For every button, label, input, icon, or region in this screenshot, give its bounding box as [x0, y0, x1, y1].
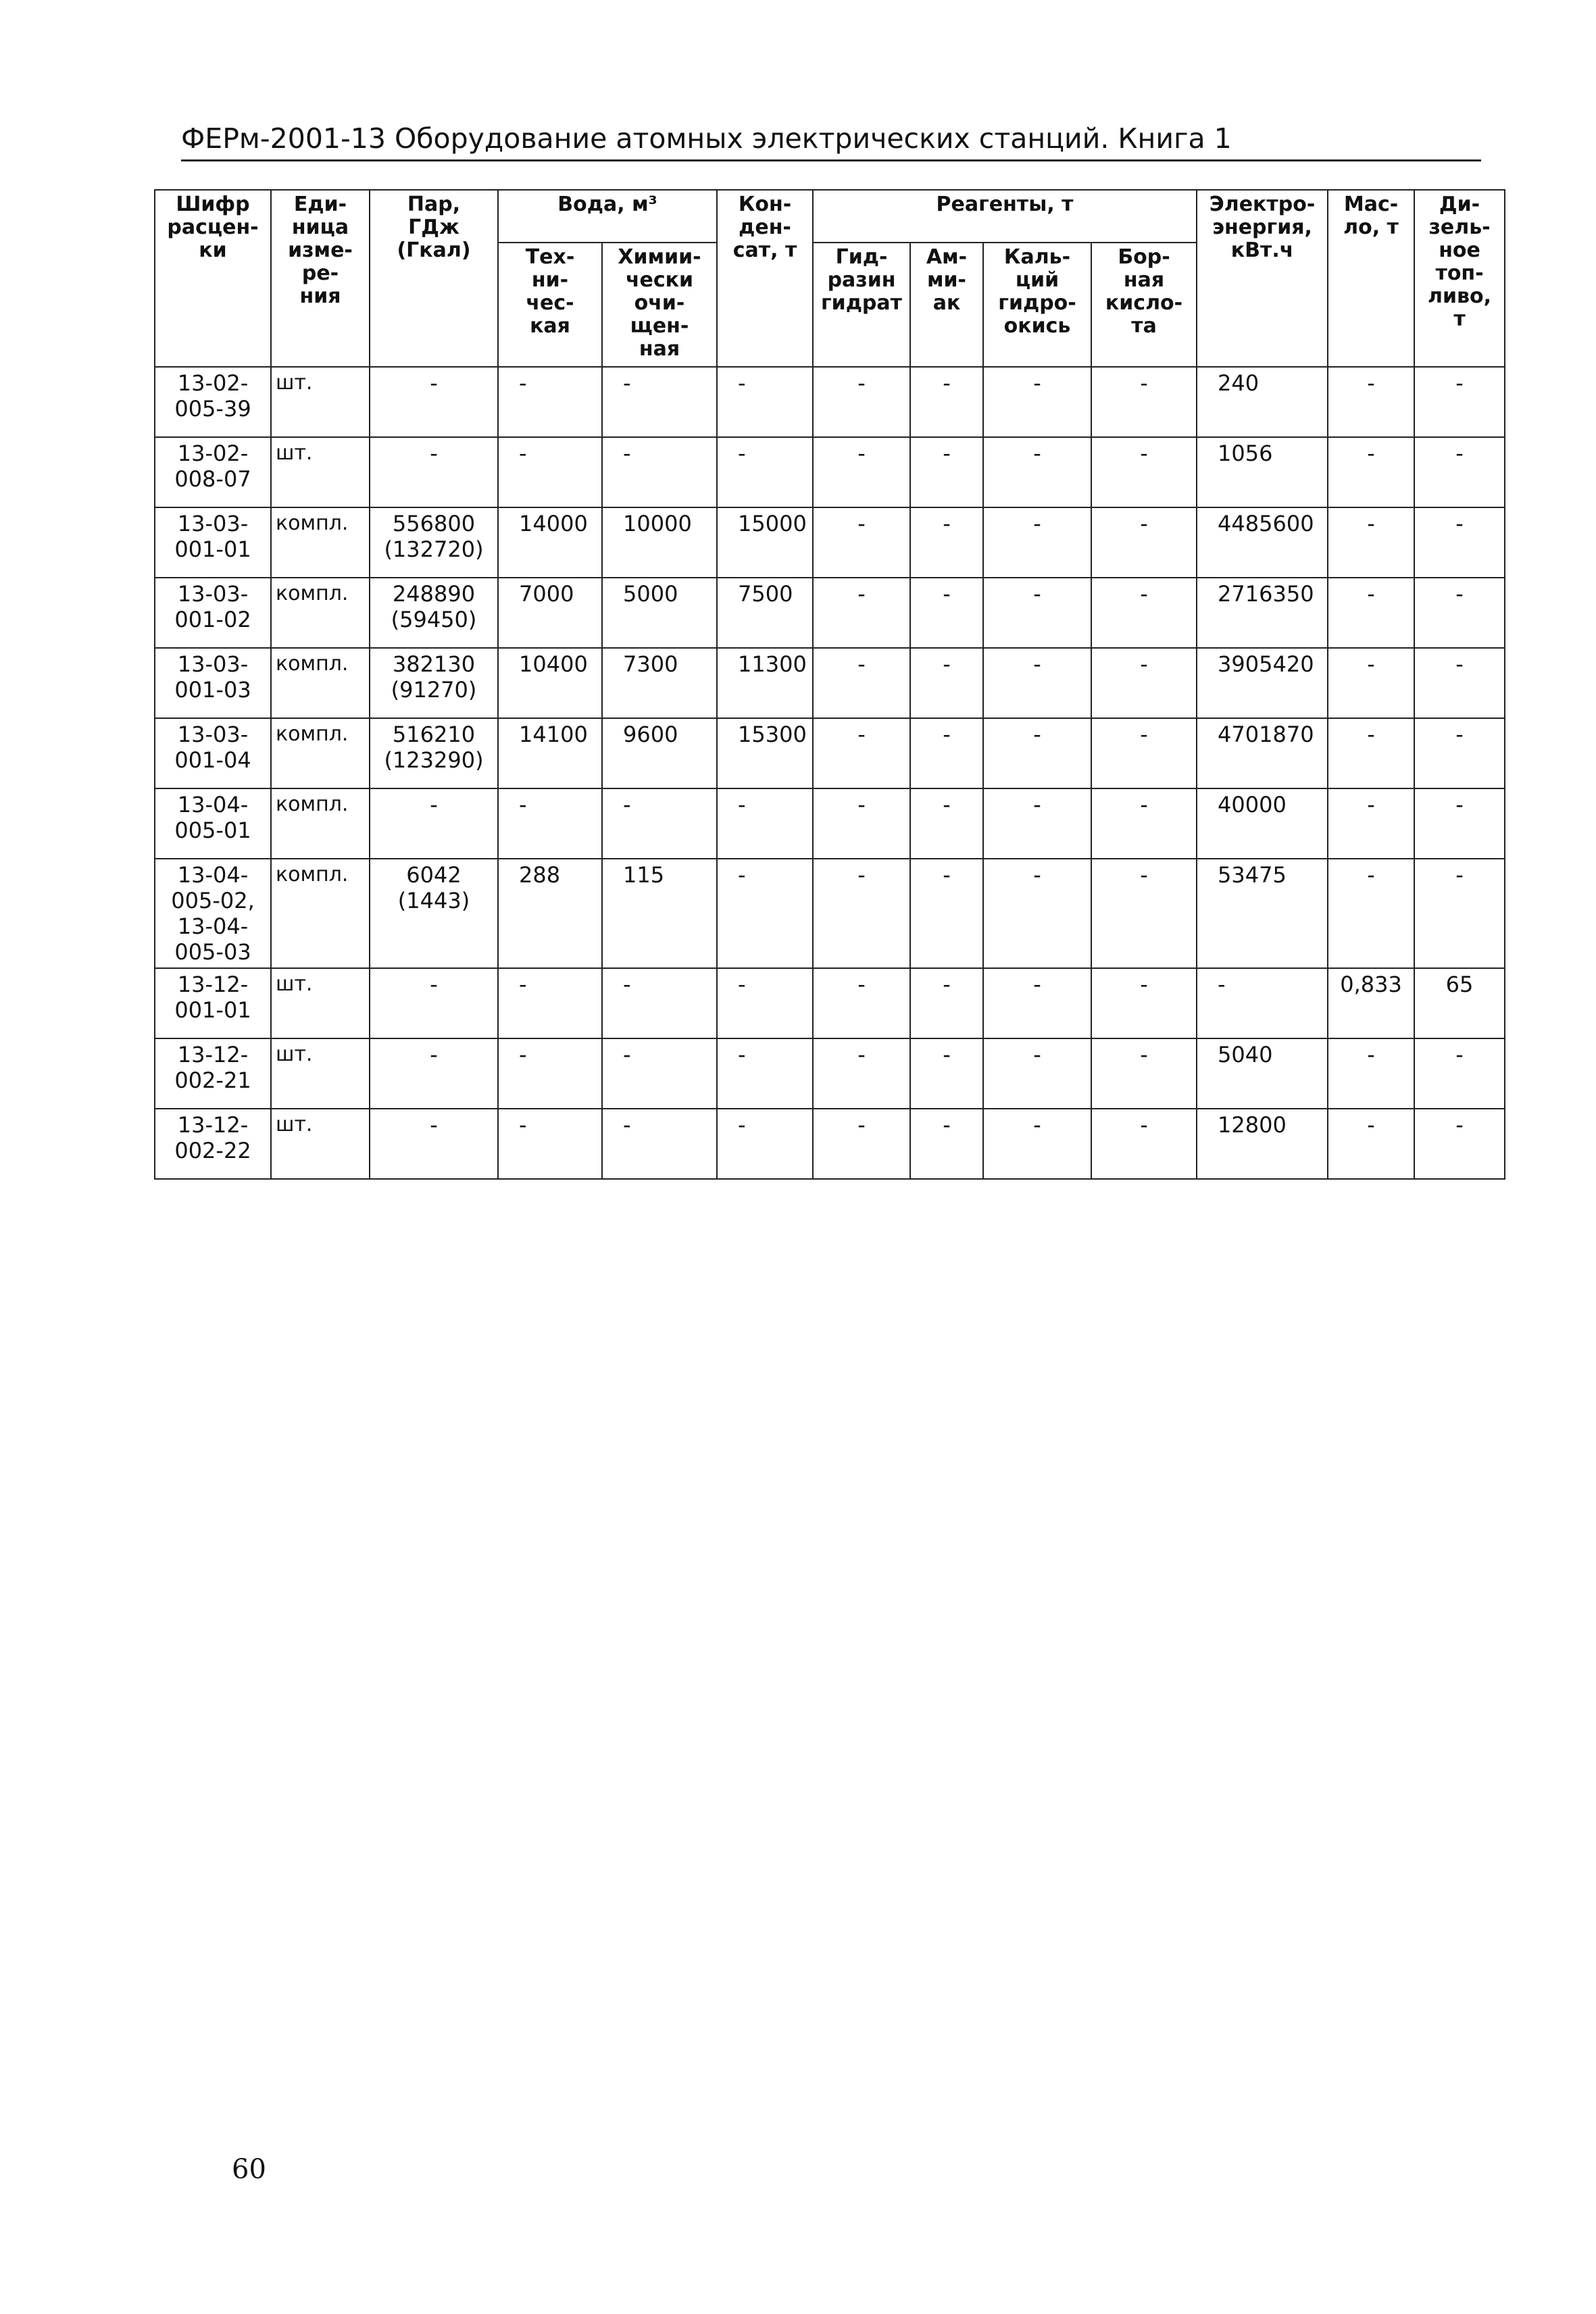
- cell-oil: -: [1328, 578, 1414, 648]
- cell-code: 13-03- 001-04: [155, 718, 271, 788]
- cell-hydrazine: -: [813, 367, 910, 437]
- cell-water-chem: 5000: [602, 578, 717, 648]
- cell-boric: -: [1091, 788, 1197, 859]
- cell-ammonia: -: [910, 437, 983, 507]
- header-electro: Электро- энергия, кВт.ч: [1197, 190, 1328, 367]
- cell-ammonia: -: [910, 788, 983, 859]
- cell-hydrazine: -: [813, 788, 910, 859]
- cell-electro: 4701870: [1197, 718, 1328, 788]
- header-boric: Бор- ная кисло- та: [1091, 243, 1197, 367]
- cell-oil: -: [1328, 367, 1414, 437]
- cell-oil: -: [1328, 859, 1414, 968]
- cell-condensate: -: [717, 788, 813, 859]
- cell-water-tech: -: [498, 968, 602, 1038]
- header-water-chem: Химии- чески очи- щен- ная: [602, 243, 717, 367]
- cell-boric: -: [1091, 367, 1197, 437]
- cell-condensate: 15000: [717, 507, 813, 578]
- cell-electro: 12800: [1197, 1109, 1328, 1179]
- cell-steam: -: [370, 1038, 498, 1109]
- cell-hydrazine: -: [813, 859, 910, 968]
- cell-calcium: -: [983, 507, 1091, 578]
- cell-code: 13-12- 002-22: [155, 1109, 271, 1179]
- header-code: Шифр расцен- ки: [155, 190, 271, 367]
- cell-water-tech: -: [498, 437, 602, 507]
- cell-unit: шт.: [271, 367, 370, 437]
- cell-diesel: -: [1414, 507, 1505, 578]
- cell-water-tech: -: [498, 788, 602, 859]
- cell-code: 13-03- 001-03: [155, 648, 271, 718]
- cell-hydrazine: -: [813, 648, 910, 718]
- cell-steam: -: [370, 437, 498, 507]
- cell-water-chem: -: [602, 1038, 717, 1109]
- cell-hydrazine: -: [813, 718, 910, 788]
- header-calcium: Каль- ций гидро- окись: [983, 243, 1091, 367]
- cell-hydrazine: -: [813, 507, 910, 578]
- table-row: [155, 1109, 1505, 1179]
- header-steam: Пар, ГДж (Гкал): [370, 190, 498, 367]
- header-unit: Еди- ница изме- ре- ния: [271, 190, 370, 367]
- cell-code: 13-03- 001-01: [155, 507, 271, 578]
- cell-condensate: -: [717, 1109, 813, 1179]
- header-reagents: Реагенты, т: [813, 190, 1197, 243]
- table-row: [155, 859, 1505, 968]
- table-row: [155, 437, 1505, 507]
- cell-calcium: -: [983, 1038, 1091, 1109]
- table-row: [155, 968, 1505, 1038]
- cell-water-tech: -: [498, 1109, 602, 1179]
- table-row: [155, 507, 1505, 578]
- page-number: 60: [232, 2154, 266, 2185]
- cell-diesel: -: [1414, 578, 1505, 648]
- cell-condensate: 11300: [717, 648, 813, 718]
- cell-electro: 2716350: [1197, 578, 1328, 648]
- cell-steam: 248890 (59450): [370, 578, 498, 648]
- cell-steam: -: [370, 1109, 498, 1179]
- cell-diesel: -: [1414, 367, 1505, 437]
- cell-water-chem: -: [602, 968, 717, 1038]
- page-header: ФЕРм-2001-13 Оборудование атомных электрических станций. Книга 1: [181, 119, 1481, 161]
- table-row: [155, 578, 1505, 648]
- cell-water-tech: -: [498, 367, 602, 437]
- table-row: [155, 1038, 1505, 1109]
- header-condensate: Кон- ден- сат, т: [717, 190, 813, 367]
- cell-ammonia: -: [910, 1038, 983, 1109]
- cell-unit: компл.: [271, 648, 370, 718]
- cell-calcium: -: [983, 788, 1091, 859]
- cell-boric: -: [1091, 507, 1197, 578]
- cell-water-tech: 14000: [498, 507, 602, 578]
- cell-hydrazine: -: [813, 1109, 910, 1179]
- cell-condensate: 15300: [717, 718, 813, 788]
- cell-boric: -: [1091, 1038, 1197, 1109]
- cell-ammonia: -: [910, 578, 983, 648]
- cell-oil: -: [1328, 718, 1414, 788]
- table-body: [155, 367, 1505, 1179]
- cell-boric: -: [1091, 648, 1197, 718]
- cell-water-chem: -: [602, 1109, 717, 1179]
- cell-diesel: -: [1414, 1109, 1505, 1179]
- cell-boric: -: [1091, 968, 1197, 1038]
- cell-calcium: -: [983, 648, 1091, 718]
- cell-unit: шт.: [271, 968, 370, 1038]
- cell-oil: -: [1328, 1109, 1414, 1179]
- cell-water-tech: 14100: [498, 718, 602, 788]
- cell-hydrazine: -: [813, 437, 910, 507]
- resource-table: [154, 189, 1505, 1180]
- cell-diesel: -: [1414, 718, 1505, 788]
- header-ammonia: Ам- ми- ак: [910, 243, 983, 367]
- cell-steam: -: [370, 788, 498, 859]
- cell-diesel: -: [1414, 437, 1505, 507]
- cell-boric: -: [1091, 437, 1197, 507]
- table-row: [155, 367, 1505, 437]
- cell-oil: -: [1328, 507, 1414, 578]
- cell-code: 13-04- 005-01: [155, 788, 271, 859]
- cell-unit: компл.: [271, 859, 370, 968]
- cell-boric: -: [1091, 859, 1197, 968]
- cell-water-tech: 7000: [498, 578, 602, 648]
- cell-electro: 3905420: [1197, 648, 1328, 718]
- cell-water-chem: -: [602, 437, 717, 507]
- cell-steam: -: [370, 367, 498, 437]
- cell-ammonia: -: [910, 367, 983, 437]
- cell-unit: компл.: [271, 718, 370, 788]
- header-diesel: Ди- зель- ное топ- ливо, т: [1414, 190, 1505, 367]
- cell-boric: -: [1091, 578, 1197, 648]
- header-hydrazine: Гид- разин гидрат: [813, 243, 910, 367]
- cell-electro: 4485600: [1197, 507, 1328, 578]
- cell-calcium: -: [983, 437, 1091, 507]
- table-header: [155, 190, 1505, 367]
- cell-condensate: 7500: [717, 578, 813, 648]
- cell-unit: компл.: [271, 507, 370, 578]
- cell-water-chem: 7300: [602, 648, 717, 718]
- cell-oil: -: [1328, 1038, 1414, 1109]
- cell-unit: компл.: [271, 788, 370, 859]
- cell-calcium: -: [983, 859, 1091, 968]
- cell-code: 13-04- 005-02, 13-04- 005-03: [155, 859, 271, 968]
- cell-water-chem: 9600: [602, 718, 717, 788]
- cell-electro: 240: [1197, 367, 1328, 437]
- cell-electro: -: [1197, 968, 1328, 1038]
- cell-calcium: -: [983, 367, 1091, 437]
- cell-boric: -: [1091, 1109, 1197, 1179]
- cell-water-chem: -: [602, 367, 717, 437]
- cell-steam: 6042 (1443): [370, 859, 498, 968]
- cell-diesel: -: [1414, 788, 1505, 859]
- cell-oil: 0,833: [1328, 968, 1414, 1038]
- cell-water-tech: 288: [498, 859, 602, 968]
- cell-code: 13-02- 005-39: [155, 367, 271, 437]
- cell-calcium: -: [983, 968, 1091, 1038]
- cell-ammonia: -: [910, 859, 983, 968]
- cell-condensate: -: [717, 859, 813, 968]
- cell-diesel: -: [1414, 859, 1505, 968]
- header-water: Вода, м³: [498, 190, 717, 243]
- cell-boric: -: [1091, 718, 1197, 788]
- cell-unit: шт.: [271, 1109, 370, 1179]
- cell-ammonia: -: [910, 968, 983, 1038]
- cell-condensate: -: [717, 968, 813, 1038]
- cell-unit: компл.: [271, 578, 370, 648]
- cell-electro: 5040: [1197, 1038, 1328, 1109]
- cell-water-chem: -: [602, 788, 717, 859]
- cell-oil: -: [1328, 648, 1414, 718]
- cell-condensate: -: [717, 437, 813, 507]
- cell-electro: 53475: [1197, 859, 1328, 968]
- table-row: [155, 788, 1505, 859]
- cell-unit: шт.: [271, 437, 370, 507]
- cell-ammonia: -: [910, 507, 983, 578]
- cell-calcium: -: [983, 578, 1091, 648]
- cell-condensate: -: [717, 1038, 813, 1109]
- header-water-tech: Тех- ни- чес- кая: [498, 243, 602, 367]
- cell-ammonia: -: [910, 648, 983, 718]
- cell-steam: 382130 (91270): [370, 648, 498, 718]
- cell-diesel: -: [1414, 648, 1505, 718]
- cell-electro: 1056: [1197, 437, 1328, 507]
- cell-water-tech: -: [498, 1038, 602, 1109]
- cell-code: 13-03- 001-02: [155, 578, 271, 648]
- cell-unit: шт.: [271, 1038, 370, 1109]
- cell-electro: 40000: [1197, 788, 1328, 859]
- cell-hydrazine: -: [813, 578, 910, 648]
- cell-code: 13-12- 002-21: [155, 1038, 271, 1109]
- cell-ammonia: -: [910, 1109, 983, 1179]
- cell-code: 13-02- 008-07: [155, 437, 271, 507]
- cell-water-chem: 10000: [602, 507, 717, 578]
- cell-calcium: -: [983, 1109, 1091, 1179]
- cell-steam: -: [370, 968, 498, 1038]
- cell-diesel: -: [1414, 1038, 1505, 1109]
- cell-water-chem: 115: [602, 859, 717, 968]
- cell-steam: 556800 (132720): [370, 507, 498, 578]
- cell-hydrazine: -: [813, 1038, 910, 1109]
- cell-diesel: 65: [1414, 968, 1505, 1038]
- cell-oil: -: [1328, 788, 1414, 859]
- cell-water-tech: 10400: [498, 648, 602, 718]
- header-oil: Мас- ло, т: [1328, 190, 1414, 367]
- table-row: [155, 648, 1505, 718]
- cell-calcium: -: [983, 718, 1091, 788]
- cell-steam: 516210 (123290): [370, 718, 498, 788]
- cell-oil: -: [1328, 437, 1414, 507]
- cell-ammonia: -: [910, 718, 983, 788]
- cell-code: 13-12- 001-01: [155, 968, 271, 1038]
- cell-hydrazine: -: [813, 968, 910, 1038]
- table-row: [155, 718, 1505, 788]
- cell-condensate: -: [717, 367, 813, 437]
